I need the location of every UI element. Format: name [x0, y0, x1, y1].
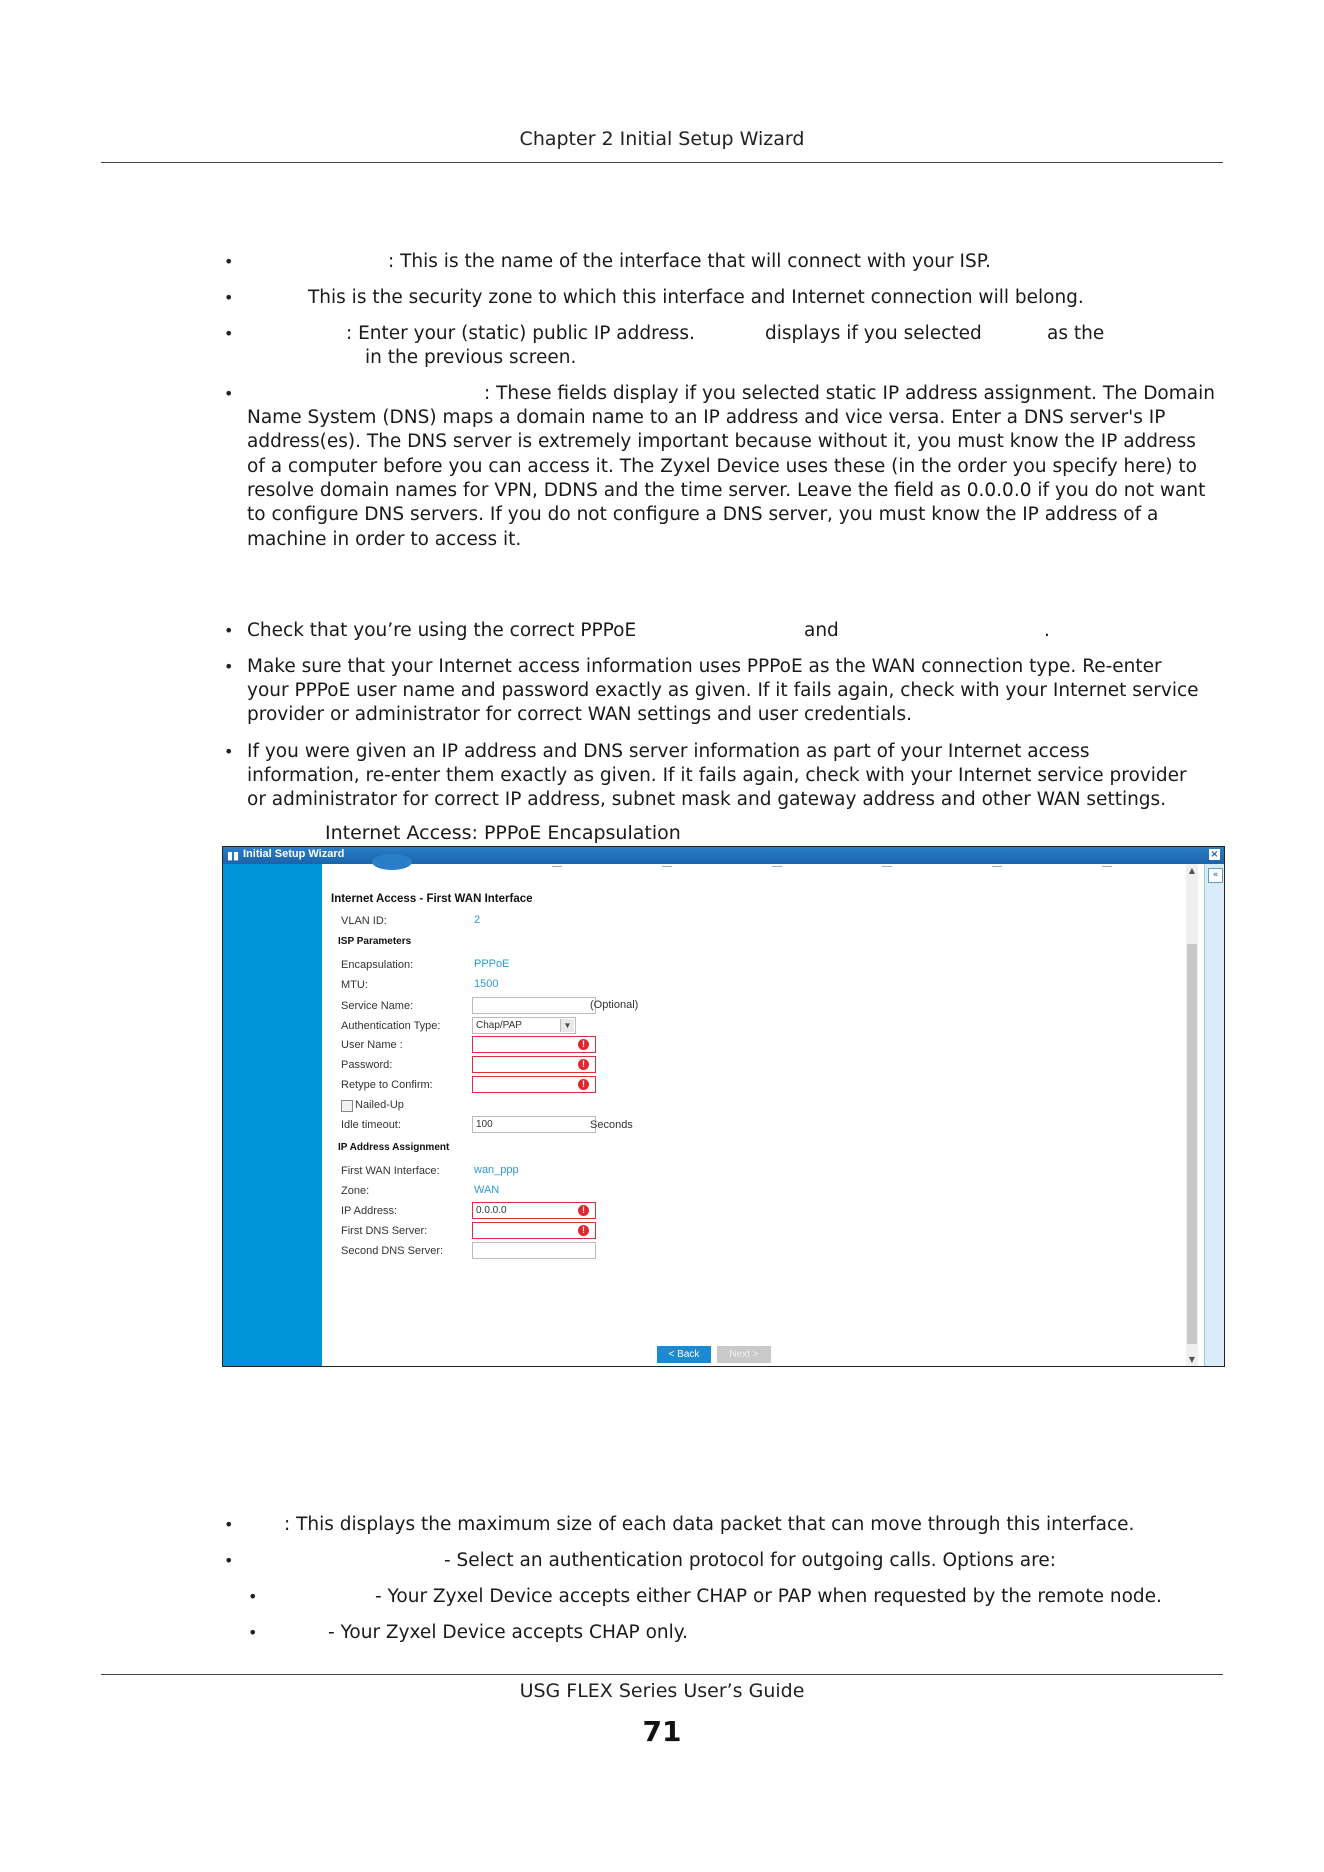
- service-name-input[interactable]: [472, 997, 596, 1014]
- authentication-type-select[interactable]: [472, 1017, 576, 1034]
- wizard-icon: ▮▮: [227, 849, 240, 862]
- second-dns-input[interactable]: [472, 1242, 596, 1259]
- bullet: •: [224, 384, 234, 403]
- collapse-icon[interactable]: «: [1208, 868, 1223, 883]
- step-indicator: [322, 864, 1204, 874]
- list-item-text: your PPPoE user name and password exactly as given. If it fails again, check with your Internet service: [247, 680, 1199, 701]
- idle-timeout-label: Idle timeout:: [341, 1119, 401, 1131]
- authentication-type-label: Authentication Type:: [341, 1020, 441, 1032]
- list-item: : Enter your (static) public IP address.: [346, 323, 695, 344]
- list-item-text: and: [804, 620, 839, 641]
- list-item: - Select an authentication protocol for outgoing calls. Options are:: [444, 1550, 1056, 1571]
- warning-icon: !: [578, 1039, 589, 1050]
- list-item-text: .: [1044, 620, 1050, 641]
- step-marker: [772, 866, 782, 867]
- list-item-text: displays if you selected: [765, 323, 982, 344]
- next-button[interactable]: Next >: [717, 1346, 771, 1363]
- bullet: •: [224, 742, 234, 761]
- close-icon[interactable]: ×: [1210, 849, 1219, 860]
- warning-icon: !: [578, 1079, 589, 1090]
- footer-rule: [101, 1674, 1223, 1675]
- list-item: If you were given an IP address and DNS server information as part of your Internet access: [247, 741, 1090, 762]
- step-marker: [1102, 866, 1112, 867]
- password-label: Password:: [341, 1059, 393, 1071]
- ip-address-value: 0.0.0.0: [476, 1205, 507, 1216]
- warning-icon: !: [578, 1205, 589, 1216]
- idle-timeout-input[interactable]: [472, 1116, 596, 1133]
- nailed-up-checkbox[interactable]: [341, 1100, 353, 1112]
- authentication-type-value: Chap/PAP: [476, 1020, 522, 1031]
- list-item: - Your Zyxel Device accepts either CHAP or PAP when requested by the remote node.: [375, 1586, 1162, 1607]
- first-dns-label: First DNS Server:: [341, 1225, 428, 1237]
- figure-caption: Internet Access: PPPoE Encapsulation: [325, 822, 681, 844]
- zone-label: Zone:: [341, 1185, 370, 1197]
- idle-timeout-unit: Seconds: [590, 1119, 633, 1131]
- mtu-value: 1500: [474, 978, 499, 990]
- ip-address-label: IP Address:: [341, 1205, 398, 1217]
- ip-assignment-heading: IP Address Assignment: [338, 1142, 450, 1153]
- bullet: •: [224, 657, 234, 676]
- vertical-scrollbar[interactable]: [1186, 864, 1198, 1366]
- list-item: Check that you’re using the correct PPPoE: [247, 620, 637, 641]
- first-wan-interface-label: First WAN Interface:: [341, 1165, 440, 1177]
- bullet: •: [224, 252, 234, 271]
- wizard-title: Initial Setup Wizard: [243, 848, 345, 860]
- footer-title: USG FLEX Series User’s Guide: [519, 1680, 805, 1702]
- first-wan-interface-value: wan_ppp: [474, 1164, 519, 1176]
- isp-parameters-heading: ISP Parameters: [338, 936, 412, 947]
- step-marker: [662, 866, 672, 867]
- list-item-text: in the previous screen.: [365, 347, 577, 368]
- bullet: •: [224, 1515, 234, 1534]
- list-item-text: of a computer before you can access it. The Zyxel Device uses these (in the order you specify here) to: [247, 456, 1197, 477]
- bullet: •: [248, 1587, 258, 1606]
- list-item: Make sure that your Internet access information uses PPPoE as the WAN connection type. Re-enter: [247, 656, 1162, 677]
- list-item: : These fields display if you selected static IP address assignment. The Domain: [484, 383, 1215, 404]
- list-item-text: information, re-enter them exactly as given. If it fails again, check with your Internet service provider: [247, 765, 1187, 786]
- wizard-form: [322, 864, 1204, 1326]
- step-current-marker: [372, 854, 412, 870]
- back-button[interactable]: < Back: [657, 1346, 711, 1363]
- list-item: : This is the name of the interface that will connect with your ISP.: [388, 251, 991, 272]
- section-title: Internet Access - First WAN Interface: [331, 893, 533, 905]
- initial-setup-wizard-window: [222, 846, 1225, 1367]
- mtu-label: MTU:: [341, 979, 368, 991]
- list-item-text: as the: [1047, 323, 1105, 344]
- page-number: 71: [642, 1715, 682, 1748]
- chapter-header: Chapter 2 Initial Setup Wizard: [519, 128, 805, 150]
- list-item-text: to configure DNS servers. If you do not configure a DNS server, you must know the IP address of a: [247, 504, 1159, 525]
- chevron-down-icon: ▼: [560, 1019, 574, 1032]
- list-item-text: address(es). The DNS server is extremely important because without it, you must know the IP address: [247, 431, 1196, 452]
- nailed-up-label: Nailed-Up: [355, 1099, 404, 1111]
- bullet: •: [224, 288, 234, 307]
- scrollbar-thumb[interactable]: [1187, 944, 1197, 1344]
- step-marker: [992, 866, 1002, 867]
- side-panel: [1204, 864, 1225, 1366]
- optional-note: (Optional): [590, 999, 639, 1011]
- header-rule: [101, 162, 1223, 163]
- step-marker: [882, 866, 892, 867]
- second-dns-label: Second DNS Server:: [341, 1245, 444, 1257]
- zone-value: WAN: [474, 1184, 500, 1196]
- retype-confirm-label: Retype to Confirm:: [341, 1079, 433, 1091]
- list-item: : This displays the maximum size of each data packet that can move through this interface.: [284, 1514, 1135, 1535]
- bullet: •: [224, 1551, 234, 1570]
- list-item: This is the security zone to which this interface and Internet connection will belong.: [308, 287, 1084, 308]
- list-item-text: provider or administrator for correct WAN settings and user credentials.: [247, 704, 912, 725]
- warning-icon: !: [578, 1059, 589, 1070]
- list-item-text: resolve domain names for VPN, DDNS and the time server. Leave the field as 0.0.0.0 if you do not want: [247, 480, 1206, 501]
- bullet: •: [248, 1623, 258, 1642]
- list-item-text: or administrator for correct IP address, subnet mask and gateway address and other WAN settings.: [247, 789, 1167, 810]
- encapsulation-label: Encapsulation:: [341, 959, 414, 971]
- scroll-down-icon[interactable]: ▼: [1188, 1355, 1196, 1364]
- list-item-text: Name System (DNS) maps a domain name to an IP address and vice versa. Enter a DNS server's IP: [247, 407, 1166, 428]
- bullet: •: [224, 621, 234, 640]
- list-item: - Your Zyxel Device accepts CHAP only.: [328, 1622, 688, 1643]
- wizard-sidebar: [223, 864, 322, 1366]
- step-marker: [552, 866, 562, 867]
- vlan-value: 2: [474, 914, 481, 926]
- user-name-label: User Name :: [341, 1039, 403, 1051]
- service-name-label: Service Name:: [341, 1000, 414, 1012]
- warning-icon: !: [578, 1225, 589, 1236]
- scroll-up-icon[interactable]: ▲: [1188, 866, 1196, 875]
- idle-timeout-value: 100: [476, 1119, 493, 1130]
- list-item-text: machine in order to access it.: [247, 529, 522, 550]
- vlan-label: VLAN ID:: [341, 915, 387, 927]
- bullet: •: [224, 324, 234, 343]
- encapsulation-value: PPPoE: [474, 958, 510, 970]
